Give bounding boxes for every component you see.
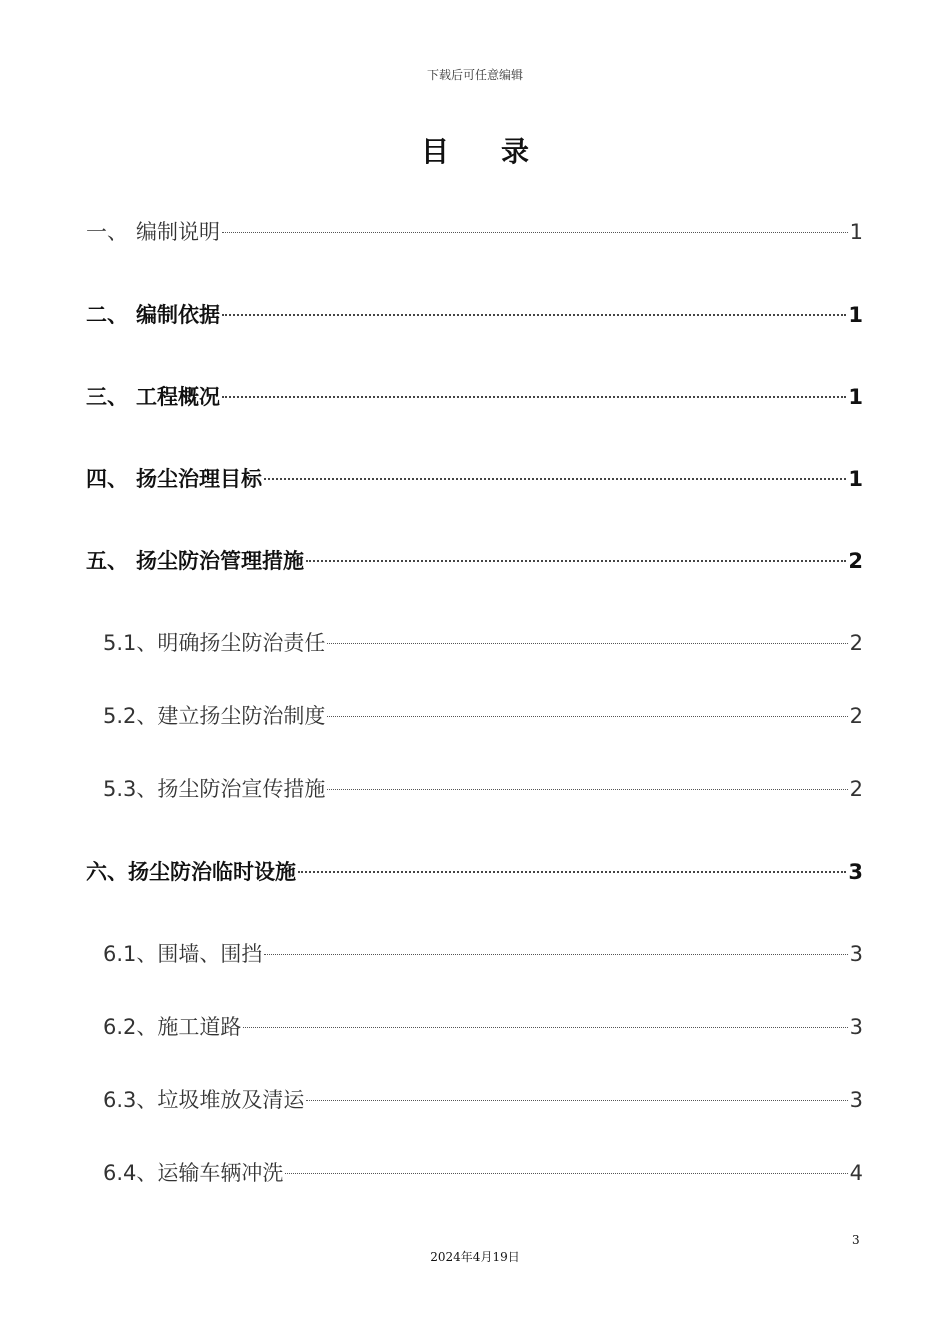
toc-entry-label: 建立扬尘防治制度: [157, 704, 326, 728]
toc-entry-label: 明确扬尘防治责任: [157, 631, 326, 655]
toc-entry-number: 5.2、: [103, 704, 158, 728]
toc-entry-label: 扬尘防治宣传措施: [157, 777, 326, 801]
page-header-note: 下载后可任意编辑: [426, 68, 523, 82]
toc-dot-leader: [243, 1027, 847, 1028]
toc-entry-label: 施工道路: [157, 1015, 242, 1039]
toc-entry-number: 6.3、: [103, 1088, 158, 1112]
toc-entry-label: 围墙、围挡: [157, 942, 263, 966]
toc-entry-page: 3: [849, 1015, 863, 1039]
toc-entry[interactable]: [86, 547, 863, 575]
toc-entry-label: 垃圾堆放及清运: [157, 1088, 305, 1112]
toc-entry-page: 3: [849, 942, 863, 966]
toc-dot-leader: [327, 789, 847, 790]
toc-entry-number: 六、: [86, 860, 128, 884]
toc-entry-page: 3: [849, 1088, 863, 1112]
toc-entry[interactable]: [103, 940, 863, 968]
toc-entry-number: 五、: [86, 549, 128, 573]
toc-entry[interactable]: [86, 218, 863, 246]
toc-entry-number: 三、: [86, 385, 128, 409]
toc-dot-leader: [327, 716, 847, 717]
toc-entry-page: 2: [849, 777, 863, 801]
toc-entry[interactable]: [86, 465, 863, 493]
toc-entry-page: 4: [849, 1161, 863, 1185]
title-char-2: 录: [501, 135, 530, 168]
toc-entry[interactable]: [103, 1086, 863, 1114]
toc-entry-number: 6.2、: [103, 1015, 158, 1039]
toc-entry[interactable]: [103, 775, 863, 803]
toc-dot-leader: [285, 1173, 847, 1174]
page-number: 3: [852, 1233, 860, 1247]
page-title: [0, 130, 950, 170]
toc-entry[interactable]: [86, 858, 863, 886]
toc-entry[interactable]: [103, 702, 863, 730]
toc-entry[interactable]: [103, 1159, 863, 1187]
toc-dot-leader: [222, 314, 846, 316]
toc-dot-leader: [264, 478, 846, 480]
toc-entry-page: 1: [849, 220, 863, 244]
page-footer-date: 2024年4月19日: [430, 1250, 520, 1264]
toc-entry-number: 6.1、: [103, 942, 158, 966]
toc-entry-number: 四、: [86, 467, 128, 491]
toc-entry-page: 1: [848, 385, 863, 409]
toc-entry-number: 二、: [86, 303, 128, 327]
toc-entry-label: 扬尘治理目标: [136, 467, 262, 491]
toc-entry-page: 2: [849, 631, 863, 655]
toc-entry-number: 一、: [86, 220, 128, 244]
toc-entry-page: 3: [848, 860, 863, 884]
toc-dot-leader: [264, 954, 847, 955]
toc-dot-leader: [306, 560, 846, 562]
toc-dot-leader: [306, 1100, 847, 1101]
toc-entry-label: 运输车辆冲洗: [157, 1161, 284, 1185]
toc-entry[interactable]: [103, 1013, 863, 1041]
toc-dot-leader: [327, 643, 847, 644]
toc-dot-leader: [298, 871, 846, 873]
toc-entry-label: 工程概况: [136, 385, 220, 409]
title-char-1: 目: [420, 135, 449, 168]
toc-entry[interactable]: [86, 301, 863, 329]
toc-entry-page: 1: [848, 467, 863, 491]
toc-dot-leader: [222, 232, 848, 233]
toc-entry-page: 2: [848, 549, 863, 573]
toc-dot-leader: [222, 396, 846, 398]
toc-entry-page: 1: [848, 303, 863, 327]
toc-entry-label: 扬尘防治临时设施: [128, 860, 296, 884]
toc-entry-number: 5.3、: [103, 777, 158, 801]
toc-entry-label: 编制说明: [136, 220, 220, 244]
toc-entry-label: 扬尘防治管理措施: [136, 549, 304, 573]
toc-entry-label: 编制依据: [136, 303, 220, 327]
toc-entry-number: 6.4、: [103, 1161, 158, 1185]
toc-entry-number: 5.1、: [103, 631, 158, 655]
toc-entry-page: 2: [849, 704, 863, 728]
toc-entry[interactable]: [86, 383, 863, 411]
toc-entry[interactable]: [103, 629, 863, 657]
